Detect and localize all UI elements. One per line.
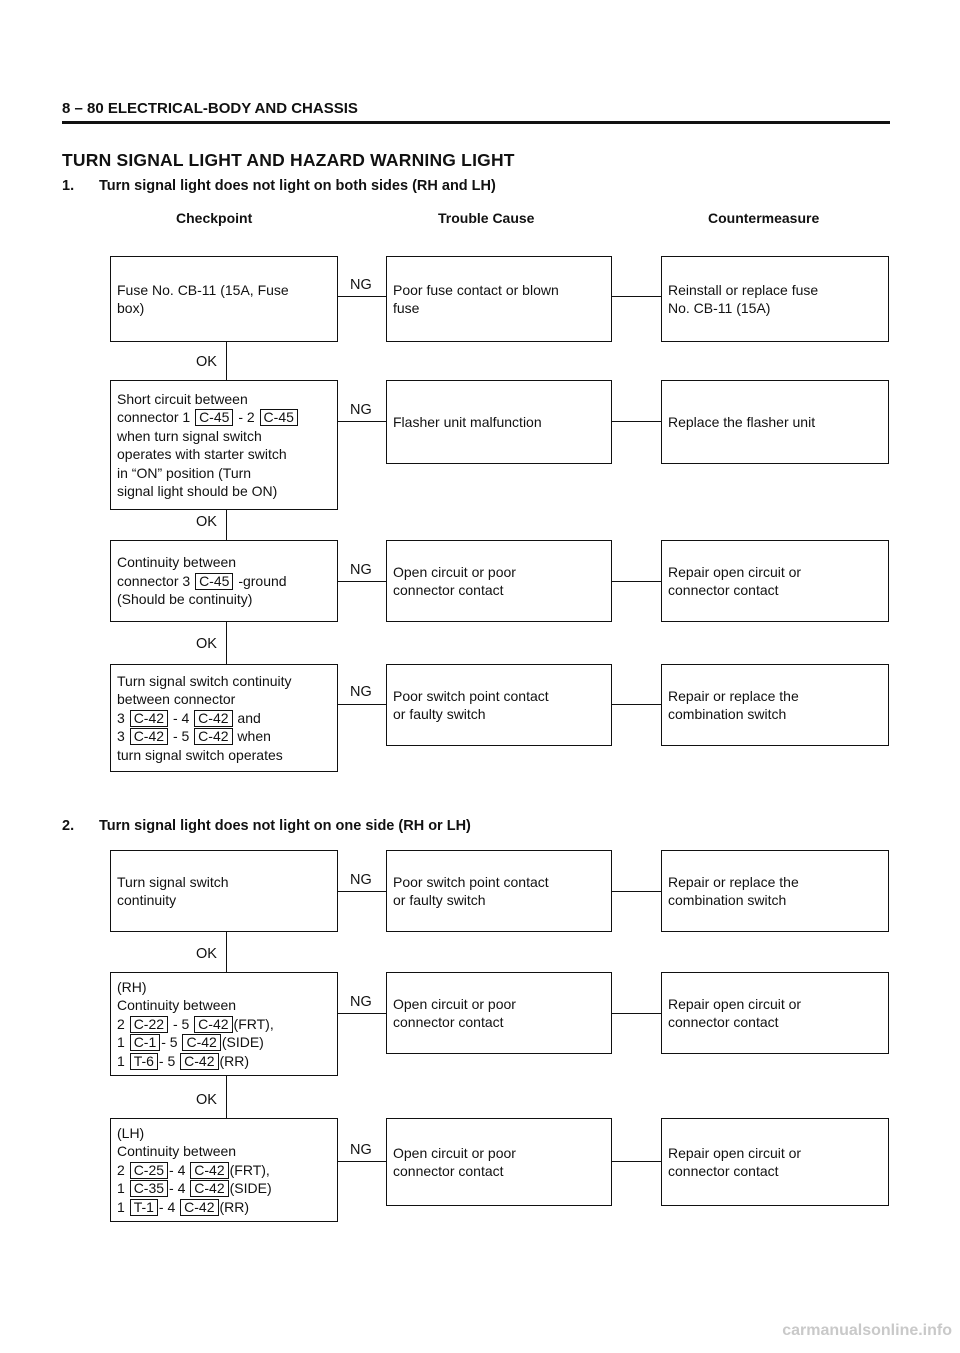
text-line: Poor switch point contact	[393, 873, 549, 890]
section-2-number: 2.	[62, 818, 75, 834]
text-line: 2 C-25 - 4 C-42 (FRT),	[117, 1161, 270, 1178]
column-header-cause: Trouble Cause	[438, 210, 535, 226]
text-line: connector contact	[393, 582, 504, 598]
connector-tag: C-25	[130, 1162, 168, 1179]
connector-tag: C-45	[260, 409, 298, 426]
ok-label: OK	[196, 514, 217, 530]
text-line: operates with starter switch	[117, 446, 287, 462]
ng-connector-line	[338, 891, 386, 892]
text-line: signal light should be ON)	[117, 483, 278, 499]
text-line: Fuse No. CB-11 (15A, Fuse	[117, 281, 289, 298]
text-line: or faulty switch	[393, 706, 486, 722]
watermark: carmanualsonline.info	[782, 1322, 952, 1339]
text-line: Continuity between	[117, 1143, 237, 1160]
text-line: connector 3 C-45 -ground	[117, 572, 287, 589]
section-2-heading	[62, 818, 471, 834]
column-header-countermeasure: Countermeasure	[708, 210, 820, 226]
ok-label: OK	[196, 354, 217, 370]
column-header-checkpoint: Checkpoint	[176, 210, 253, 226]
s2-r2-checkpoint-box	[110, 972, 338, 1076]
text-line: Continuity between	[117, 997, 237, 1014]
ng-label: NG	[350, 277, 372, 293]
text-line: No. CB-11 (15A)	[668, 300, 771, 316]
ok-connector-line	[226, 1076, 227, 1118]
connector-tag: C-42	[180, 1053, 218, 1070]
text-line: Poor fuse contact or blown	[393, 281, 559, 298]
ng-label: NG	[350, 402, 372, 418]
s1-r4-countermeasure-box	[661, 664, 889, 746]
text-line: or faulty switch	[393, 892, 486, 908]
text-line: Repair open circuit or	[668, 995, 802, 1012]
s2-r2-cause-box	[386, 972, 612, 1054]
ok-connector-line	[226, 622, 227, 664]
connector-tag: C-45	[195, 573, 233, 590]
connector-line	[612, 1013, 661, 1014]
text-line: connector 1 C-45 - 2 C-45	[117, 408, 331, 427]
ng-connector-line	[338, 296, 386, 297]
section-1-title: Turn signal light does not light on both sides (RH and LH)	[99, 178, 496, 194]
s1-r1-checkpoint-box	[110, 256, 338, 342]
s1-r4-checkpoint-box	[110, 664, 338, 772]
text-line: Turn signal switch	[117, 873, 229, 890]
s1-r2-checkpoint-box	[110, 380, 338, 510]
text-line: combination switch	[668, 706, 787, 722]
header-rule	[62, 121, 890, 124]
text-line: turn signal switch operates	[117, 746, 283, 763]
text-line: Repair open circuit or	[668, 1144, 802, 1161]
text-line: (LH)	[117, 1124, 145, 1141]
connector-tag: C-1	[130, 1034, 161, 1051]
text-line: when turn signal switch	[117, 427, 262, 444]
s1-r2-countermeasure-box	[661, 380, 889, 464]
text-line: 1 C-35 - 4 C-42 (SIDE)	[117, 1180, 272, 1197]
s2-r1-cause-box	[386, 850, 612, 932]
text-line: Continuity between	[117, 554, 237, 571]
connector-line	[612, 421, 661, 422]
ng-label: NG	[350, 684, 372, 700]
ng-label: NG	[350, 994, 372, 1010]
s1-r3-checkpoint-box	[110, 540, 338, 622]
s1-r2-cause-box	[386, 380, 612, 464]
connector-line	[612, 1161, 661, 1162]
connector-tag: C-42	[130, 710, 168, 727]
text-line: Turn signal switch continuity	[117, 672, 292, 689]
connector-tag: C-42	[190, 1162, 228, 1179]
text-line: 1 T-6 - 5 C-42 (RR)	[117, 1052, 250, 1069]
text-line: Poor switch point contact	[393, 687, 549, 704]
text-line: 1 C-1 - 5 C-42 (SIDE)	[117, 1034, 264, 1051]
s1-r1-cause-box	[386, 256, 612, 342]
connector-tag: C-42	[194, 710, 232, 727]
s2-r1-countermeasure-box	[661, 850, 889, 932]
ok-label: OK	[196, 946, 217, 962]
s1-r1-countermeasure-box	[661, 256, 889, 342]
text-line: connector contact	[393, 1014, 504, 1030]
ok-label: OK	[196, 1092, 217, 1108]
text-line: (RH)	[117, 978, 147, 995]
text-line: Replace the flasher unit	[668, 413, 816, 430]
text-line: Repair or replace the	[668, 873, 799, 890]
s2-r3-checkpoint-box	[110, 1118, 338, 1222]
connector-tag: C-22	[130, 1016, 168, 1033]
s1-r3-countermeasure-box	[661, 540, 889, 622]
text-line: 1 T-1 - 4 C-42 (RR)	[117, 1198, 250, 1215]
ng-connector-line	[338, 421, 386, 422]
connector-line	[612, 581, 661, 582]
text-line: Open circuit or poor	[393, 995, 516, 1012]
ng-connector-line	[338, 581, 386, 582]
s2-r3-cause-box	[386, 1118, 612, 1206]
connector-tag: T-1	[130, 1199, 158, 1216]
ng-connector-line	[338, 1013, 386, 1014]
ok-label: OK	[196, 636, 217, 652]
connector-tag: C-35	[130, 1180, 168, 1197]
ng-label: NG	[350, 562, 372, 578]
s2-r3-countermeasure-box	[661, 1118, 889, 1206]
text-line: 3 C-42 - 4 C-42 and	[117, 709, 261, 726]
text-line: Repair or replace the	[668, 687, 799, 704]
connector-tag: T-6	[130, 1053, 158, 1070]
s1-r4-cause-box	[386, 664, 612, 746]
connector-tag: C-42	[130, 728, 168, 745]
s1-r3-cause-box	[386, 540, 612, 622]
text-line: (Should be continuity)	[117, 591, 253, 608]
connector-tag: C-42	[190, 1180, 228, 1197]
ng-label: NG	[350, 1142, 372, 1158]
text-line: continuity	[117, 892, 177, 908]
section-2-title: Turn signal light does not light on one side (RH or LH)	[99, 818, 471, 834]
connector-line	[612, 891, 661, 892]
text-line: Open circuit or poor	[393, 563, 516, 580]
ok-connector-line	[226, 510, 227, 540]
s2-r1-checkpoint-box	[110, 850, 338, 932]
ok-connector-line	[226, 932, 227, 972]
text-line: connector contact	[393, 1163, 504, 1179]
text-line: Reinstall or replace fuse	[668, 281, 819, 298]
page-header: 8 – 80 ELECTRICAL-BODY AND CHASSIS	[62, 100, 358, 117]
section-1-heading	[62, 178, 496, 194]
ok-connector-line	[226, 342, 227, 380]
connector-tag: C-42	[194, 728, 232, 745]
text-line: 3 C-42 - 5 C-42 when	[117, 728, 271, 745]
connector-tag: C-45	[195, 409, 233, 426]
text-line: combination switch	[668, 892, 787, 908]
text-line: in “ON” position (Turn	[117, 464, 252, 481]
ng-connector-line	[338, 704, 386, 705]
text-line: connector contact	[668, 582, 779, 598]
connector-tag: C-42	[194, 1016, 232, 1033]
text-line: 2 C-22 - 5 C-42 (FRT),	[117, 1015, 274, 1032]
page-title: TURN SIGNAL LIGHT AND HAZARD WARNING LIGHT	[62, 150, 515, 170]
text-line: box)	[117, 300, 145, 316]
text-line: fuse	[393, 300, 420, 316]
text-line: between connector	[117, 691, 236, 708]
ng-label: NG	[350, 872, 372, 888]
text-line: connector contact	[668, 1163, 779, 1179]
ng-connector-line	[338, 1161, 386, 1162]
connector-tag: C-42	[180, 1199, 218, 1216]
section-1-number: 1.	[62, 178, 75, 194]
text-line: Flasher unit malfunction	[393, 413, 542, 430]
connector-tag: C-42	[182, 1034, 220, 1051]
text-line: Repair open circuit or	[668, 563, 802, 580]
connector-line	[612, 704, 661, 705]
text-line: connector contact	[668, 1014, 779, 1030]
s2-r2-countermeasure-box	[661, 972, 889, 1054]
text-line: Open circuit or poor	[393, 1144, 516, 1161]
connector-line	[612, 296, 661, 297]
text-line: Short circuit between	[117, 390, 248, 407]
